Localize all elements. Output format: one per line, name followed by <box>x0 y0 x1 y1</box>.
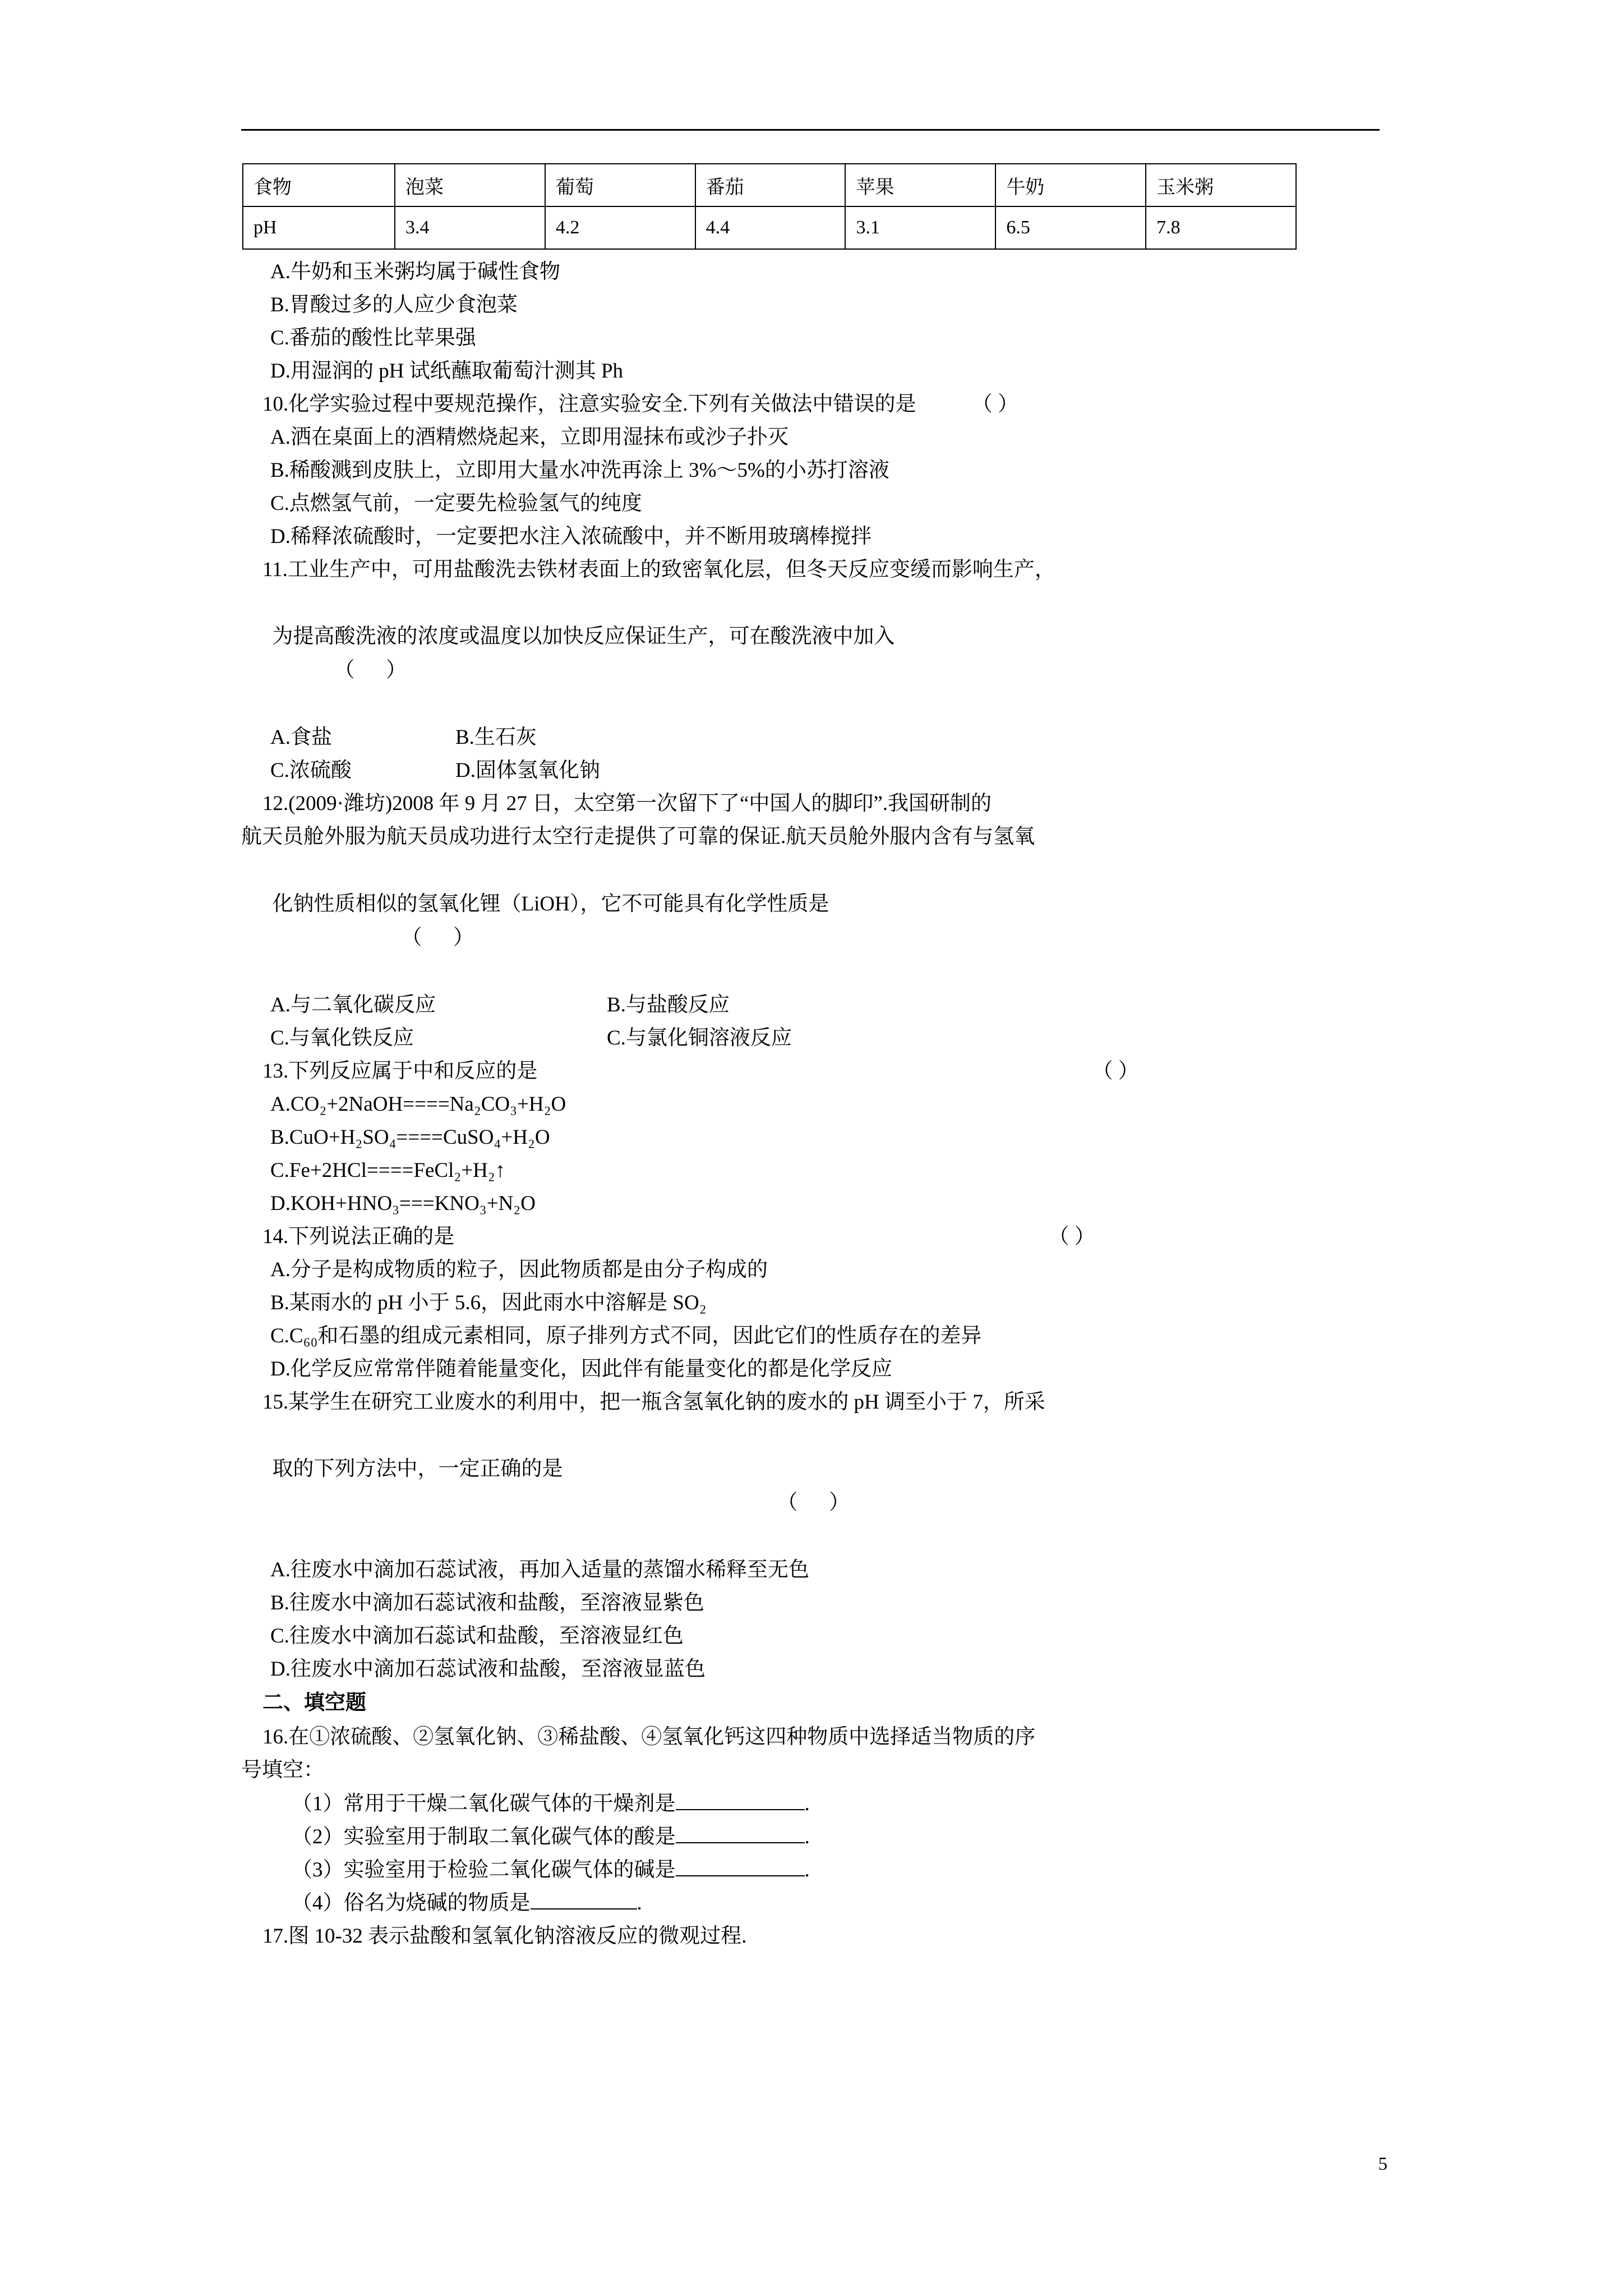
q16-item-4-suffix: . <box>637 1892 642 1915</box>
q9-option-d: D.用湿润的 pH 试纸蘸取葡萄汁测其 Ph <box>270 360 624 383</box>
q15-stem-text2: 取的下列方法中，一定正确的是 <box>272 1457 563 1480</box>
q10-option-b: B.稀酸溅到皮肤上，立即用大量水冲洗再涂上 3%～5%的小苏打溶液 <box>270 459 889 482</box>
q10-stem-text: 10.化学实验过程中要规范操作，注意实验安全.下列有关做法中错误的是 <box>262 393 916 416</box>
table-cell: 牛奶 <box>995 164 1146 206</box>
q16-item-3 <box>241 1853 1380 1887</box>
table-row <box>243 206 1296 249</box>
q12-stem-line3 <box>241 854 1380 988</box>
q14-answer-bracket: （ ） <box>1048 1225 1095 1248</box>
q17-stem: 17.图 10-32 表示盐酸和氢氧化钠溶液反应的微观过程. <box>262 1925 747 1948</box>
q10-option-c: C.点燃氢气前，一定要先检验氢气的纯度 <box>270 492 642 515</box>
q16-item-2-text: （2）实验室用于制取二氧化碳气体的酸是 <box>292 1825 676 1848</box>
table-cell: 番茄 <box>695 164 846 206</box>
q15-option-b: B.往废水中滴加石蕊试液和盐酸，至溶液显紫色 <box>270 1591 704 1614</box>
q13-stem-text: 13.下列反应属于中和反应的是 <box>262 1060 538 1083</box>
table-cell: 6.5 <box>995 206 1146 249</box>
table-cell: 苹果 <box>845 164 995 206</box>
q16-answer-blank-3[interactable] <box>676 1875 805 1876</box>
q13-answer-bracket: （ ） <box>1092 1060 1139 1083</box>
q11-option-d: D.固体氢氧化钠 <box>455 759 600 782</box>
q12-option-a: A.与二氧化碳反应 <box>270 993 436 1016</box>
q10-answer-bracket: （ ） <box>971 393 1018 416</box>
header-rule <box>241 129 1380 131</box>
q12-option-d: C.与氯化铜溶液反应 <box>607 1027 792 1050</box>
q12-stem-line1: 12.(2009·潍坊)2008 年 9 月 27 日，太空第一次留下了“中国人的脚印”.我国研制的 <box>262 792 992 815</box>
q16-stem-line2: 号填空： <box>241 1759 324 1782</box>
q12-stem-line2: 航天员舱外服为航天员成功进行太空行走提供了可靠的保证.航天员舱外服内含有与氢氧 <box>241 825 1035 848</box>
table-cell: 4.2 <box>545 206 695 249</box>
q16-stem-line1: 16.在①浓硫酸、②氢氧化钠、③稀盐酸、④氢氧化钙这四种物质中选择适当物质的序 <box>262 1726 1036 1749</box>
table-cell: 泡菜 <box>395 164 545 206</box>
q12-options-row1 <box>241 988 1380 1022</box>
q12-options-row2 <box>241 1022 1380 1055</box>
q11-option-c: C.浓硫酸 <box>270 759 352 782</box>
q14-option-d: D.化学反应常常伴随着能量变化，因此伴有能量变化的都是化学反应 <box>270 1358 892 1381</box>
q14-option-a: A.分子是构成物质的粒子，因此物质都是由分子构成的 <box>270 1258 768 1281</box>
table-row <box>243 164 1296 206</box>
q12-stem-text3: 化钠性质相似的氢氧化锂（LiOH），它不可能具有化学性质是 <box>272 892 829 915</box>
q13-option-a: A.CO₂+2NaOH====Na₂CO₃+H₂O <box>270 1093 566 1116</box>
q15-option-c: C.往废水中滴加石蕊试和盐酸，至溶液显红色 <box>270 1625 684 1648</box>
q16-item-2-suffix: . <box>804 1825 810 1848</box>
q16-answer-blank-4[interactable] <box>531 1908 637 1910</box>
q16-answer-blank-2[interactable] <box>676 1842 805 1843</box>
q9-option-b: B.胃酸过多的人应少食泡菜 <box>270 293 518 316</box>
q12-option-b: B.与盐酸反应 <box>607 993 730 1016</box>
q15-option-a: A.往废水中滴加石蕊试液，再加入适量的蒸馏水稀释至无色 <box>270 1558 809 1581</box>
table-cell: 玉米粥 <box>1146 164 1296 206</box>
q14-stem <box>241 1220 1380 1253</box>
table-cell: 葡萄 <box>545 164 695 206</box>
q9-option-c: C.番茄的酸性比苹果强 <box>270 326 476 349</box>
q11-answer-bracket: （ ） <box>334 659 407 682</box>
q16-item-3-suffix: . <box>804 1858 810 1881</box>
q11-stem-line1: 11.工业生产中，可用盐酸洗去铁材表面上的致密氧化层，但冬天反应变缓而影响生产， <box>262 558 1055 581</box>
table-cell: 3.4 <box>395 206 545 249</box>
q16-item-1 <box>241 1787 1380 1820</box>
q11-stem-line2 <box>241 586 1380 721</box>
q11-option-b: B.生石灰 <box>455 726 537 749</box>
q16-item-3-text: （3）实验室用于检验二氧化碳气体的碱是 <box>292 1858 676 1881</box>
page-content <box>241 129 1380 1953</box>
q12-option-c: C.与氧化铁反应 <box>270 1027 414 1050</box>
q16-item-1-text: （1）常用于干燥二氧化碳气体的干燥剂是 <box>292 1792 676 1815</box>
q15-stem-line2 <box>241 1419 1380 1553</box>
q13-stem <box>241 1055 1380 1088</box>
table-cell: 3.1 <box>845 206 995 249</box>
food-ph-table <box>242 163 1297 250</box>
q14-stem-text: 14.下列说法正确的是 <box>262 1225 455 1248</box>
q9-option-a: A.牛奶和玉米粥均属于碱性食物 <box>270 260 560 283</box>
q15-stem-line1: 15.某学生在研究工业废水的利用中，把一瓶含氢氧化钠的废水的 pH 调至小于 7，所采 <box>262 1391 1045 1414</box>
q16-item-1-suffix: . <box>804 1792 810 1815</box>
q13-option-c: C.Fe+2HCl====FeCl₂+H₂↑ <box>270 1159 506 1182</box>
q13-option-b: B.CuO+H₂SO₄====CuSO₄+H₂O <box>270 1126 550 1149</box>
q16-item-4-text: （4）俗名为烧碱的物质是 <box>292 1892 531 1915</box>
q10-option-d: D.稀释浓硫酸时，一定要把水注入浓硫酸中，并不断用玻璃棒搅拌 <box>270 525 872 548</box>
q10-option-a: A.洒在桌面上的酒精燃烧起来，立即用湿抹布或沙子扑灭 <box>270 426 789 449</box>
q11-options-row2 <box>241 754 1380 787</box>
q11-options-row1 <box>241 721 1380 754</box>
q12-answer-bracket: （ ） <box>401 926 474 949</box>
q14-option-c: C.C₆₀和石墨的组成元素相同，原子排列方式不同，因此它们的性质存在的差异 <box>270 1324 982 1347</box>
table-cell: 食物 <box>243 164 395 206</box>
q16-item-2 <box>241 1820 1380 1853</box>
q11-stem-text2: 为提高酸洗液的浓度或温度以加快反应保证生产，可在酸洗液中加入 <box>272 625 895 648</box>
q15-option-d: D.往废水中滴加石蕊试液和盐酸，至溶液显蓝色 <box>270 1658 706 1681</box>
q10-stem <box>241 388 1380 421</box>
q16-item-4 <box>241 1887 1380 1920</box>
page-number: 5 <box>1378 2154 1387 2174</box>
q11-option-a: A.食盐 <box>270 726 332 749</box>
table-cell: 7.8 <box>1146 206 1296 249</box>
q14-option-b: B.某雨水的 pH 小于 5.6，因此雨水中溶解是 SO₂ <box>270 1291 707 1314</box>
q15-answer-bracket: （ ） <box>777 1491 850 1514</box>
table-cell: 4.4 <box>695 206 846 249</box>
section-title-fill-in-blank: 二、填空题 <box>262 1691 366 1714</box>
table-cell: pH <box>243 206 395 249</box>
q16-answer-blank-1[interactable] <box>676 1809 805 1810</box>
q13-option-d: D.KOH+HNO₃===KNO₃+N₂O <box>270 1192 536 1215</box>
